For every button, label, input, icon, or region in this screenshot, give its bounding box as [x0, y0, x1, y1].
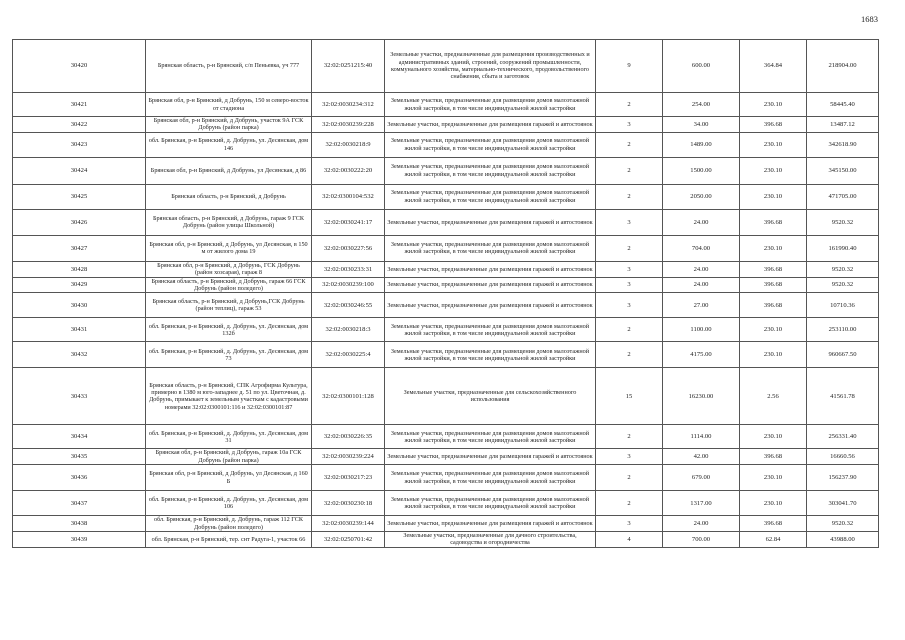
row-specific-value: 396.68: [740, 117, 807, 133]
row-address: Брянская обл, р-н Брянский, д Добрунь, гараж 10а ГСК Добрунь (район парка): [146, 449, 312, 465]
row-land-purpose: Земельные участки, предназначенные для размещения домов малоэтажной жилой застройки, в том числе индивидуальной жилой застройки: [385, 465, 596, 491]
row-land-purpose: Земельные участки, предназначенные для размещения производственных и административных зданий, строений, сооружений промышленности, коммунального хозяйства, материально-технического, продовольственного снабжения, сбыта и заготовок: [385, 40, 596, 93]
row-group-number: 2: [596, 184, 663, 209]
row-address: Брянская область, р-н Брянский, д Добрунь, гараж 66 ГСК Добрунь (район поледего): [146, 277, 312, 293]
row-group-number: 15: [596, 368, 663, 425]
row-id: 30431: [13, 318, 146, 342]
table-row: [13, 425, 879, 449]
row-cadastral-value: 9520.32: [807, 516, 879, 532]
row-address: обл. Брянская, р-н Брянский, тер. снт Радуга-1, участок 66: [146, 532, 312, 548]
row-group-number: 3: [596, 117, 663, 133]
table-row: [13, 209, 879, 235]
row-id: 30423: [13, 132, 146, 157]
row-id: 30433: [13, 368, 146, 425]
row-cadastral-value: 41561.78: [807, 368, 879, 425]
row-cadastral-value: 303041.70: [807, 491, 879, 516]
table-row: [13, 117, 879, 133]
row-id: 30430: [13, 293, 146, 318]
row-address: Брянская обл, р-н Брянский, д Добрунь, ГСК Добрунь (район хозсарая), гараж 8: [146, 261, 312, 277]
row-land-purpose: Земельные участки, предназначенные для размещения домов малоэтажной жилой застройки, в том числе индивидуальной жилой застройки: [385, 491, 596, 516]
row-specific-value: 230.10: [740, 93, 807, 117]
table-row: [13, 532, 879, 548]
row-cadastral-number: 32:02:0030241:17: [312, 209, 385, 235]
row-id: 30434: [13, 425, 146, 449]
row-area: 1489.00: [663, 132, 740, 157]
row-specific-value: 230.10: [740, 184, 807, 209]
row-cadastral-value: 43988.00: [807, 532, 879, 548]
row-area: 1500.00: [663, 157, 740, 184]
row-area: 4175.00: [663, 342, 740, 368]
table-row: [13, 342, 879, 368]
row-area: 1100.00: [663, 318, 740, 342]
row-specific-value: 2.56: [740, 368, 807, 425]
row-group-number: 2: [596, 491, 663, 516]
row-address: Брянская область, р-н Брянский, д Добрунь: [146, 184, 312, 209]
row-group-number: 3: [596, 516, 663, 532]
row-specific-value: 230.10: [740, 342, 807, 368]
row-area: 24.00: [663, 261, 740, 277]
row-cadastral-number: 32:02:0030239:144: [312, 516, 385, 532]
row-address: Брянская область, р-н Брянский, с/п Пеньевка, уч 777: [146, 40, 312, 93]
table-row: [13, 449, 879, 465]
row-cadastral-value: 10710.36: [807, 293, 879, 318]
row-cadastral-number: 32:02:0030227:56: [312, 235, 385, 261]
row-cadastral-value: 156237.90: [807, 465, 879, 491]
row-address: Брянская область, р-н Брянский, д Добрунь, гараж 9 ГСК Добрунь (район улицы Школьной): [146, 209, 312, 235]
row-cadastral-number: 32:02:0030246:55: [312, 293, 385, 318]
row-land-purpose: Земельные участки, предназначенные для размещения домов малоэтажной жилой застройки, в том числе индивидуальной жилой застройки: [385, 425, 596, 449]
row-area: 1317.00: [663, 491, 740, 516]
row-group-number: 2: [596, 425, 663, 449]
row-specific-value: 230.10: [740, 157, 807, 184]
row-specific-value: 364.84: [740, 40, 807, 93]
row-id: 30435: [13, 449, 146, 465]
table-row: [13, 516, 879, 532]
row-area: 27.00: [663, 293, 740, 318]
row-group-number: 3: [596, 261, 663, 277]
row-group-number: 2: [596, 465, 663, 491]
row-land-purpose: Земельные участки, предназначенные для размещения домов малоэтажной жилой застройки, в том числе индивидуальной жилой застройки: [385, 318, 596, 342]
row-cadastral-number: 32:02:0030222:20: [312, 157, 385, 184]
row-group-number: 3: [596, 209, 663, 235]
row-area: 34.00: [663, 117, 740, 133]
row-address: Брянская обл, р-н Брянский, д Добрунь, ул Десянская, д 86: [146, 157, 312, 184]
row-address: Брянская обл, р-н Брянский, д Добрунь, участок 9А ГСК Добрунь (район парка): [146, 117, 312, 133]
row-id: 30425: [13, 184, 146, 209]
row-cadastral-number: 32:02:0030239:224: [312, 449, 385, 465]
row-land-purpose: Земельные участки, предназначенные для размещения домов малоэтажной жилой застройки, в том числе индивидуальной жилой застройки: [385, 132, 596, 157]
row-land-purpose: Земельные участки, предназначенные для размещения домов малоэтажной жилой застройки, в том числе индивидуальной жилой застройки: [385, 235, 596, 261]
table-row: [13, 235, 879, 261]
row-land-purpose: Земельные участки, предназначенные для размещения домов малоэтажной жилой застройки, в том числе индивидуальной жилой застройки: [385, 93, 596, 117]
row-address: обл. Брянская, р-н Брянский, д. Добрунь, ул. Десянская, дом 31: [146, 425, 312, 449]
row-cadastral-value: 9520.32: [807, 277, 879, 293]
row-group-number: 2: [596, 93, 663, 117]
row-id: 30437: [13, 491, 146, 516]
row-cadastral-value: 58445.40: [807, 93, 879, 117]
row-specific-value: 62.84: [740, 532, 807, 548]
row-id: 30422: [13, 117, 146, 133]
row-group-number: 2: [596, 235, 663, 261]
table-row: [13, 261, 879, 277]
row-group-number: 2: [596, 342, 663, 368]
row-specific-value: 230.10: [740, 425, 807, 449]
row-cadastral-value: 218904.00: [807, 40, 879, 93]
row-cadastral-value: 345150.00: [807, 157, 879, 184]
row-id: 30426: [13, 209, 146, 235]
row-cadastral-value: 13487.12: [807, 117, 879, 133]
row-land-purpose: Земельные участки, предназначенные для размещения гаражей и автостоянок: [385, 277, 596, 293]
row-area: 42.00: [663, 449, 740, 465]
row-cadastral-number: 32:02:0030226:35: [312, 425, 385, 449]
row-address: Брянская обл, р-н Брянский, д Добрунь, ул Десянская, д 160 Б: [146, 465, 312, 491]
row-specific-value: 230.10: [740, 132, 807, 157]
table-row: [13, 40, 879, 93]
row-group-number: 9: [596, 40, 663, 93]
row-address: Брянская обл, р-н Брянский, д Добрунь, 150 м северо-восток от стадиона: [146, 93, 312, 117]
row-address: обл. Брянская, р-н Брянский, д. Добрунь, ул. Десянская, дом 106: [146, 491, 312, 516]
row-cadastral-number: 32:02:0030218:9: [312, 132, 385, 157]
table-row: [13, 93, 879, 117]
row-id: 30428: [13, 261, 146, 277]
row-id: 30438: [13, 516, 146, 532]
row-area: 2050.00: [663, 184, 740, 209]
row-id: 30439: [13, 532, 146, 548]
table-row: [13, 465, 879, 491]
row-area: 24.00: [663, 516, 740, 532]
row-area: 600.00: [663, 40, 740, 93]
row-address: обл. Брянская, р-н Брянский, д. Добрунь, ул. Десянская, дом 132б: [146, 318, 312, 342]
row-group-number: 3: [596, 293, 663, 318]
row-specific-value: 396.68: [740, 449, 807, 465]
row-cadastral-number: 32:02:0300104:532: [312, 184, 385, 209]
row-area: 700.00: [663, 532, 740, 548]
row-cadastral-value: 960667.50: [807, 342, 879, 368]
row-land-purpose: Земельные участки, предназначенные для сельскохозяйственного использования: [385, 368, 596, 425]
row-cadastral-number: 32:02:0300101:128: [312, 368, 385, 425]
row-id: 30436: [13, 465, 146, 491]
row-area: 254.00: [663, 93, 740, 117]
row-cadastral-value: 342618.90: [807, 132, 879, 157]
row-id: 30432: [13, 342, 146, 368]
row-address: Брянская область, р-н Брянский, СПК Агрофирма Культура, примерно в 1380 м юго-западнее д. 51 по ул. Цветочная, д. Добрунь, примыкает к земельным участкам с кадастровыми номерами 32:02:0300101:116 и 32:02:0300101:87: [146, 368, 312, 425]
row-land-purpose: Земельные участки, предназначенные для размещения гаражей и автостоянок: [385, 293, 596, 318]
row-specific-value: 396.68: [740, 277, 807, 293]
row-cadastral-value: 253110.00: [807, 318, 879, 342]
row-area: 704.00: [663, 235, 740, 261]
row-specific-value: 230.10: [740, 491, 807, 516]
row-specific-value: 396.68: [740, 293, 807, 318]
row-specific-value: 230.10: [740, 318, 807, 342]
row-cadastral-number: 32:02:0030239:100: [312, 277, 385, 293]
row-land-purpose: Земельные участки, предназначенные для размещения гаражей и автостоянок: [385, 117, 596, 133]
row-id: 30427: [13, 235, 146, 261]
row-specific-value: 396.68: [740, 516, 807, 532]
table-row: [13, 184, 879, 209]
table-row: [13, 368, 879, 425]
row-id: 30424: [13, 157, 146, 184]
row-specific-value: 396.68: [740, 261, 807, 277]
table-row: [13, 318, 879, 342]
row-group-number: 4: [596, 532, 663, 548]
row-cadastral-number: 32:02:0030233:31: [312, 261, 385, 277]
row-land-purpose: Земельные участки, предназначенные для размещения гаражей и автостоянок: [385, 449, 596, 465]
row-area: 24.00: [663, 277, 740, 293]
row-cadastral-value: 9520.32: [807, 209, 879, 235]
row-cadastral-number: 32:02:0030218:3: [312, 318, 385, 342]
row-cadastral-value: 256331.40: [807, 425, 879, 449]
row-cadastral-number: 32:02:0251215:40: [312, 40, 385, 93]
row-land-purpose: Земельные участки, предназначенные для размещения домов малоэтажной жилой застройки, в том числе индивидуальной жилой застройки: [385, 157, 596, 184]
row-cadastral-value: 9520.32: [807, 261, 879, 277]
row-group-number: 3: [596, 277, 663, 293]
cadastral-value-table: [12, 39, 879, 548]
row-address: Брянская область, р-н Брянский, д Добрунь,ГСК Добрунь (район теплиц), гараж 53: [146, 293, 312, 318]
row-cadastral-number: 32:02:0030234:312: [312, 93, 385, 117]
row-group-number: 3: [596, 449, 663, 465]
row-area: 24.00: [663, 209, 740, 235]
row-cadastral-number: 32:02:0030239:228: [312, 117, 385, 133]
row-specific-value: 230.10: [740, 235, 807, 261]
row-address: обл. Брянская, р-н Брянский, д. Добрунь, гараж 112 ГСК Добрунь (район поледего): [146, 516, 312, 532]
row-group-number: 2: [596, 318, 663, 342]
table-row: [13, 277, 879, 293]
row-cadastral-number: 32:02:0030230:18: [312, 491, 385, 516]
row-area: 679.00: [663, 465, 740, 491]
row-land-purpose: Земельные участки, предназначенные для размещения домов малоэтажной жилой застройки, в том числе индивидуальной жилой застройки: [385, 184, 596, 209]
row-land-purpose: Земельные участки, предназначенные для размещения гаражей и автостоянок: [385, 261, 596, 277]
row-id: 30421: [13, 93, 146, 117]
row-cadastral-number: 32:02:0030217:23: [312, 465, 385, 491]
row-land-purpose: Земельные участки, предназначенные для размещения гаражей и автостоянок: [385, 516, 596, 532]
row-id: 30429: [13, 277, 146, 293]
table-row: [13, 132, 879, 157]
table-row: [13, 157, 879, 184]
row-cadastral-value: 161990.40: [807, 235, 879, 261]
row-cadastral-value: 471705.00: [807, 184, 879, 209]
row-specific-value: 230.10: [740, 465, 807, 491]
row-cadastral-value: 16660.56: [807, 449, 879, 465]
row-group-number: 2: [596, 132, 663, 157]
table-row: [13, 491, 879, 516]
row-specific-value: 396.68: [740, 209, 807, 235]
table-row: [13, 293, 879, 318]
page-number: 1683: [861, 14, 878, 24]
row-land-purpose: Земельные участки, предназначенные для дачного строительства, садоводства и огородничества: [385, 532, 596, 548]
row-cadastral-number: 32:02:0250701:42: [312, 532, 385, 548]
row-area: 1114.00: [663, 425, 740, 449]
row-address: Брянская обл, р-н Брянский, д Добрунь, ул Десянская, в 150 м от жилого дома 19: [146, 235, 312, 261]
row-id: 30420: [13, 40, 146, 93]
row-land-purpose: Земельные участки, предназначенные для размещения гаражей и автостоянок: [385, 209, 596, 235]
row-group-number: 2: [596, 157, 663, 184]
row-land-purpose: Земельные участки, предназначенные для размещения домов малоэтажной жилой застройки, в том числе индивидуальной жилой застройки: [385, 342, 596, 368]
row-address: обл. Брянская, р-н Брянский, д. Добрунь, ул. Десянская, дом 73: [146, 342, 312, 368]
row-area: 16230.00: [663, 368, 740, 425]
row-cadastral-number: 32:02:0030225:4: [312, 342, 385, 368]
row-address: обл. Брянская, р-н Брянский, д. Добрунь, ул. Десянская, дом 146: [146, 132, 312, 157]
